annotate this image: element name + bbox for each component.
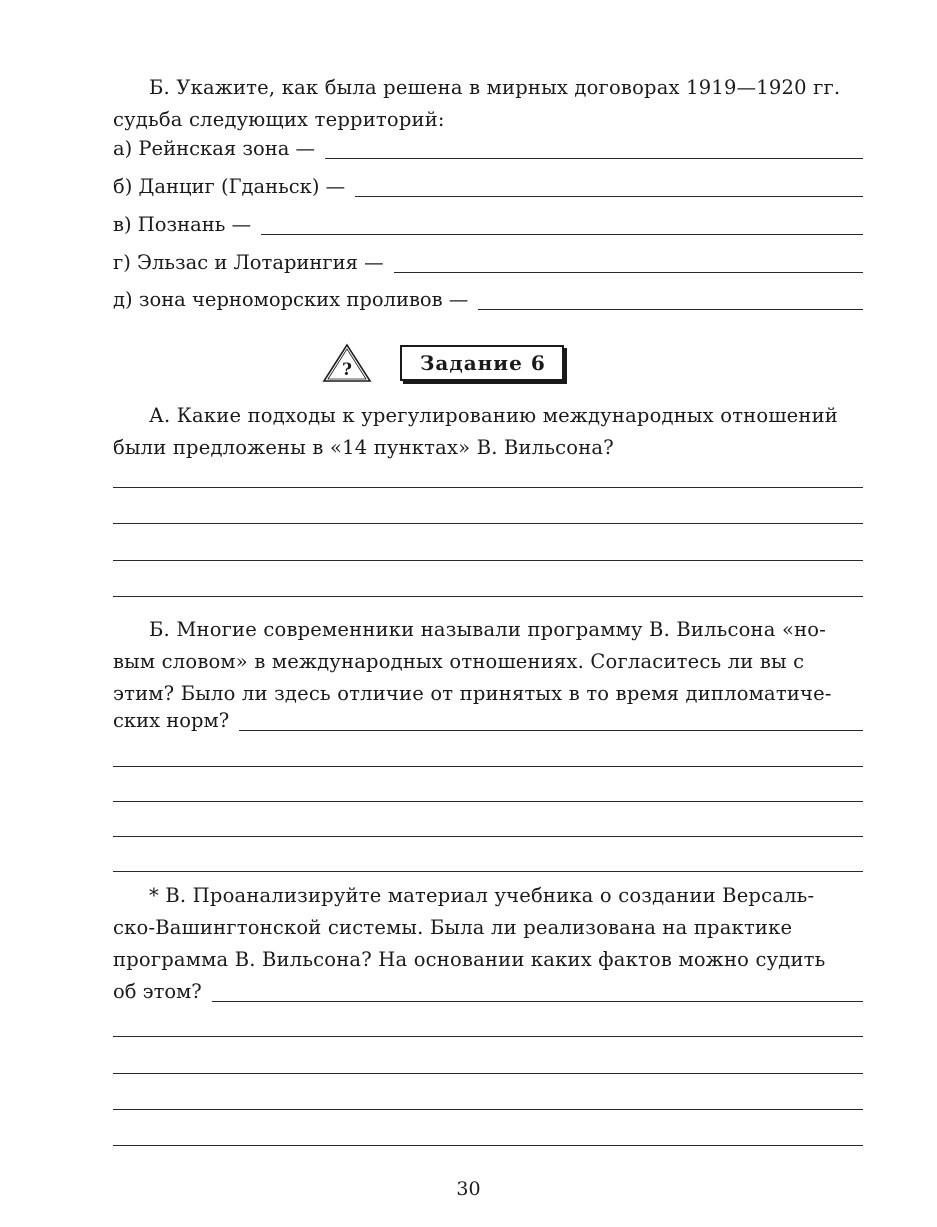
answer-line[interactable] [113, 1109, 863, 1110]
answer-line[interactable] [113, 523, 863, 524]
answer-line[interactable] [113, 1145, 863, 1146]
answer-line[interactable] [113, 487, 863, 488]
task-title: Задание 6 [400, 345, 564, 381]
answer-line[interactable] [113, 1036, 863, 1037]
answer-line[interactable] [261, 234, 863, 235]
question-mark: ? [342, 360, 352, 380]
question-c-final-row[interactable] [113, 976, 863, 1008]
territory-label: б) Данциг (Гданьск) — [113, 175, 346, 198]
question-a [113, 400, 863, 464]
territory-label: г) Эльзас и Лотарингия — [113, 251, 384, 274]
page-number: 30 [456, 1178, 481, 1200]
answer-line[interactable] [239, 730, 863, 731]
question-c-line-4: об этом? [113, 980, 202, 1003]
question-a-line-1: А. Какие подходы к урегулированию международных отношений [149, 404, 838, 427]
answer-line[interactable] [113, 801, 863, 802]
question-c-line-3: программа В. Вильсона? На основании каких фактов можно судить [113, 948, 826, 971]
section-b-prompt [113, 72, 863, 136]
territory-label: в) Познань — [113, 213, 252, 236]
question-b-line-4: ских норм? [113, 709, 230, 732]
question-a-line-2: были предложены в «14 пунктах» В. Вильсона? [113, 436, 614, 459]
question-triangle-icon [322, 343, 372, 383]
question-c-line-2: ско-Вашингтонской системы. Была ли реализована на практике [113, 916, 793, 939]
question-b-line-3: этим? Было ли здесь отличие от принятых в то время дипломатиче- [113, 682, 832, 705]
territory-label: д) зона черноморских проливов — [113, 288, 469, 311]
territory-row-rhineland[interactable] [113, 133, 863, 165]
answer-line[interactable] [113, 766, 863, 767]
section-b-line-2: судьба следующих территорий: [113, 108, 445, 131]
question-b-line-1: Б. Многие современники называли программу В. Вильсона «но- [149, 618, 827, 641]
territory-label: а) Рейнская зона — [113, 137, 316, 160]
answer-line[interactable] [113, 871, 863, 872]
answer-line[interactable] [113, 560, 863, 561]
territory-row-alsace-lorraine[interactable] [113, 247, 863, 279]
question-c [113, 880, 863, 976]
answer-line[interactable] [478, 309, 863, 310]
question-c-line-1: * В. Проанализируйте материал учебника о создании Версаль- [149, 884, 815, 907]
territory-row-danzig[interactable] [113, 171, 863, 203]
answer-line[interactable] [113, 596, 863, 597]
territory-row-poznan[interactable] [113, 209, 863, 241]
section-b-line-1: Б. Укажите, как была решена в мирных договорах 1919—1920 гг. [149, 76, 841, 99]
task-header [322, 343, 564, 383]
question-b-line-2: вым словом» в международных отношениях. Согласитесь ли вы с [113, 650, 805, 673]
question-b-final-row[interactable] [113, 705, 863, 737]
answer-line[interactable] [113, 836, 863, 837]
answer-line[interactable] [212, 1001, 863, 1002]
answer-line[interactable] [394, 272, 863, 273]
answer-line[interactable] [355, 196, 863, 197]
territory-row-black-sea-straits[interactable] [113, 284, 863, 316]
answer-line[interactable] [325, 158, 863, 159]
answer-line[interactable] [113, 1073, 863, 1074]
question-b [113, 614, 863, 710]
